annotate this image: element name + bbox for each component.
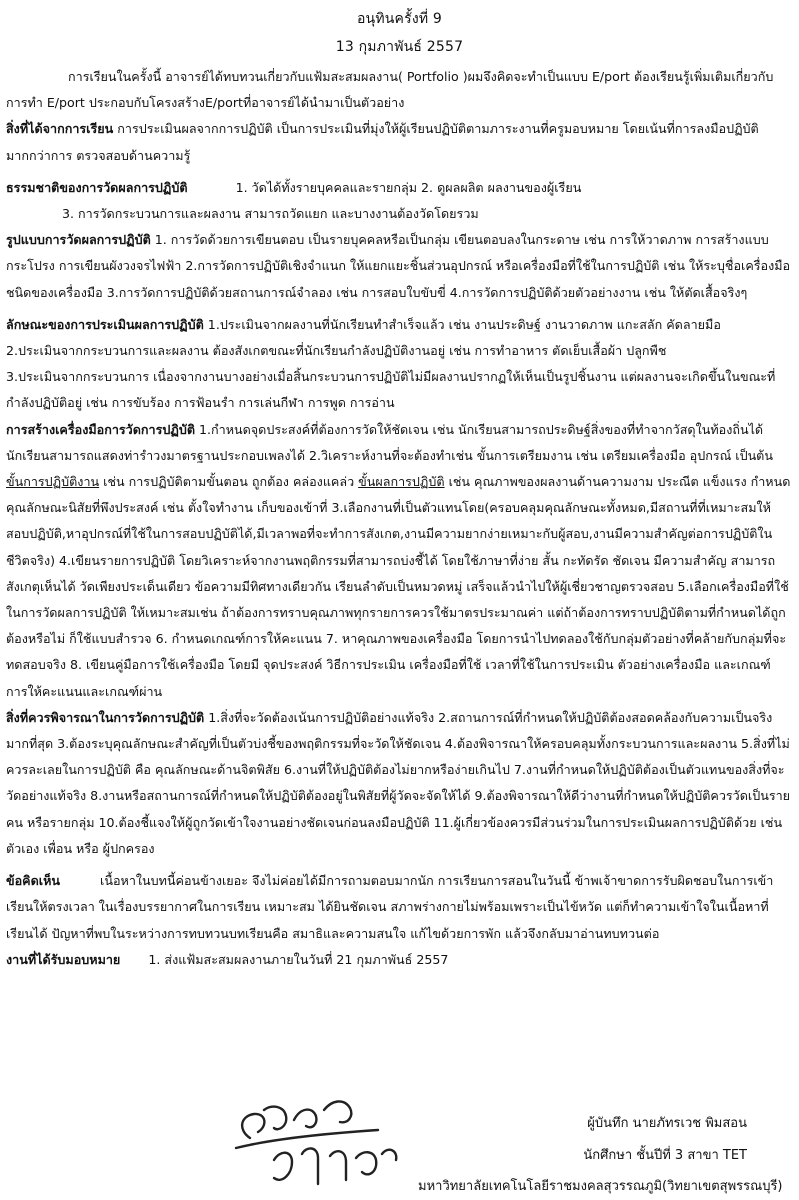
signer-name: ผู้บันทึก นายภัทรเวช พิมสอน: [587, 1116, 747, 1131]
entry-date: 13 กุมภาพันธ์ 2557: [335, 39, 464, 55]
intro-text: ที่อาจารย์ได้นำมาเป็นตัวอย่าง: [242, 95, 405, 111]
opinion-heading: ข้อคิดเห็น: [6, 873, 60, 889]
format-heading: รูปแบบการวัดผลการปฏิบัติ: [6, 232, 151, 248]
intro-text: การเรียนในครั้งนี้ อาจารย์ได้ทบทวนเกี่ยวกับแฟ้มสะสมผลงาน(: [68, 69, 407, 84]
intro-text: )ผมจึงคิดจะทำเป็นแบบ: [458, 69, 592, 84]
handwritten-signature: [228, 1080, 408, 1195]
build-text: เช่น การปฏิบัติตามขั้นตอน ถูกต้อง คล่องแคล่ว: [99, 474, 359, 490]
build-text: เช่น คุณภาพของผลงานด้านความงาม ประณีต แข็งแรง กำหนดคุณลักษณะนิสัยที่พึงประสงค์ เช่น ตั้งใจทำงาน เก็บของเข้าที่ 3.เลือกงานที่เป็นตัวแทนโดย(ครอบคลุมคุณลักษณะทั้งหมด,มีสถานที่ที่เหมาะสมให้สอบปฏิบัติ,หาอุปกรณ์ที่ใช้ในการสอบปฏิบัติได้,มีเวลาพอที่จะทำการสังเกต,งานมีความยากง่ายเหมาะกับผู้สอบ,งานมีความสำคัญต่อการปฏิบัติในชีวิตจริง) 4.เขียนรายการปฏิบัติ โดยวิเคราะห์จากงานพฤติกรรมที่สามารถบ่งชี้ได้ โดยใช้ภาษาที่ง่าย สั้น กะทัดรัด ชัดเจน มีความสำคัญ สามารถสังเกตุเห็นได้ วัดเพียงประเด็นเดียว ข้อความมีทิศทางเดียวกัน เรียนลำดับเป็นหมวดหมู่ เสร็จแล้วนำไปให้ผู้เชี่ยวชาญตรวจสอบ 5.เลือกเครื่องมือที่ใช้ในการวัดผลการปฏิบัติ ให้เหมาะสมเช่น ถ้าต้องการทราบคุณภาพทุกรายการควรใช้มาตรประมาณค่า แต่ถ้าต้องการทราบปฏิบัติตามที่กำหนดได้ถูกต้องหรือไม่ ก็ใช้แบบสำรวจ 6. กำหนดเกณฑ์การให้คะแนน 7. หาคุณภาพของเครื่องมือ โดยการนำไปทดลองใช้กับกลุ่มตัวอย่างที่คล้ายกับกลุ่มที่จะทดสอบจริง 8. เขียนคู่มือการใช้เครื่องมือ โดยมี จุดประสงค์ วิธีการประเมิน เครื่องมือที่ใช้ เวลาที่ใช้ในการประเมิน ตัวอย่างเครื่องมือ และเกณฑ์การให้คะแนนและเกณฑ์ผ่าน: [6, 474, 791, 699]
traits-text-2: 2.ประเมินจากกระบวนการและผลงาน ต้องสังเกตขณะที่นักเรียนกำลังปฏิบัติงานอยู่ เช่น การทำอาหาร ตัดเย็บเสื้อผ้า ปลูกพืช: [6, 343, 667, 359]
build-paragraph: [6, 417, 792, 705]
signer-university: มหาวิทยาลัยเทคโนโลยีราชมงคลสุวรรณภูมิ(วิทยาเขตสุพรรณบุรี): [418, 1179, 783, 1194]
nature-text: 1. วัดได้ทั้งรายบุคคลและรายกลุ่ม 2. ดูผลผลิต ผลงานของผู้เรียน: [235, 179, 582, 195]
assignment-text: 1. ส่งแฟ้มสะสมผลงานภายในวันที่ 21 กุมภาพันธ์ 2557: [148, 951, 449, 967]
nature-text-2: 3. การวัดกระบวนการและผลงาน สามารถวัดแยก และบางงานต้องวัดโดยรวม: [62, 206, 479, 222]
page-title: อนุทินครั้งที่ 9: [356, 11, 443, 27]
intro-text: ต้องเรียนรู้เพิ่มเติมเกี่ยวกับการทำ: [6, 69, 774, 111]
traits-text-3: 3.ประเมินจากกระบวนการ เนื่องจากงานบางอย่างเมื่อสิ้นกระบวนการปฏิบัติไม่มีผลงานปรากฏให้เห็นเป็นรูปชิ้นงาน แต่ผลงานจะเกิดขึ้นในขณะที่กำลังปฏิบัติอยู่ เช่น การขับร้อง การฟ้อนรำ การเล่นกีฬา การพูด การอ่าน: [6, 369, 776, 411]
assignment-heading: งานที่ได้รับมอบหมาย: [6, 951, 121, 967]
opinion-text: เนื้อหาในบทนี้ค่อนข้างเยอะ จึงไม่ค่อยได้มีการถามตอบมากนัก การเรียนการสอนในวันนี้ ข้าพเจ้าขาดการรับผิดชอบในการเข้าเรียนให้ตรงเวลา ในเรื่องบรรยากาศในการเรียน เหมาะสม ได้ยินชัดเจน สภาพร่างกายไม่พร้อมเพราะเป็นไข้หวัด แต่ก็ทำความเข้าใจในเนื้อหาที่เรียนได้ ปัญหาที่พบในระหว่างการทบทวนบทเรียนคือ สมาธิและความสนใจ แก้ไขด้วยการพัก แล้วจึงกลับมาอ่านทบทวนต่อ: [6, 873, 774, 941]
build-underlined-stage: ขั้นการปฏิบัติงาน: [6, 474, 100, 490]
consider-heading: สิ่งที่ควรพิจารณาในการวัดการปฏิบัติ: [6, 709, 205, 725]
nature-heading: ธรรมชาติของการวัดผลการปฏิบัติ: [6, 179, 188, 195]
intro-eport: E/port: [591, 69, 630, 84]
build-heading: การสร้างเครื่องมือการวัดการปฏิบัติ: [6, 421, 195, 437]
assignment-paragraph: [6, 947, 792, 973]
intro-portfolio: Portfolio: [406, 69, 459, 84]
nature-paragraph: [6, 175, 792, 201]
intro-eport: E/port: [204, 95, 243, 111]
intro-text: ประกอบกับโครงสร้าง: [84, 95, 205, 111]
signer-program: นักศึกษา ชั้นปีที่ 3 สาขา TET: [583, 1148, 747, 1163]
consider-text: 1.สิ่งที่จะวัดต้องเน้นการปฏิบัติอย่างแท้จริง 2.สถานการณ์ที่กำหนดให้ปฏิบัติต้องสอดคล้องกับความเป็นจริงมากที่สุด 3.ต้องระบุคุณลักษณะสำคัญที่เป็นตัวบ่งชี้ของพฤติกรรมที่จะวัดให้ชัดเจน 4.ต้องพิจารณาให้ครอบคลุมทั้งกระบวนการและผลงาน 5.สิ่งที่ไม่ควรละเลยในการปฏิบัติ คือ คุณลักษณะด้านจิตพิสัย 6.งานที่ให้ปฏิบัติต้องไม่ยากหรือง่ายเกินไป 7.งานที่กำหนดให้ปฏิบัติต้องเป็นตัวแทนของสิ่งที่จะวัดอย่างแท้จริง 8.งานหรือสถานการณ์ที่กำหนดให้ปฏิบัติต้องอยู่ในพิสัยที่ผู้วัดจะจัดให้ได้ 9.ต้องพิจารณาให้ดีว่างานที่กำหนดให้ปฏิบัติควรวัดเป็นรายคน หรือรายกลุ่ม 10.ต้องชี้แจงให้ผู้ถูกวัดเข้าใจงานอย่างชัดเจนก่อนลงมือปฏิบัติ 11.ผู้เกี่ยวข้องควรมีส่วนร่วมในการประเมินผลการปฏิบัติด้วย เช่น ตัวเอง เพื่อน หรือ ผู้ปกครอง: [6, 709, 791, 856]
build-underlined-stage: ขั้นผลการปฏิบัติ: [358, 474, 445, 490]
consider-paragraph: [6, 705, 792, 862]
intro-eport: E/port: [46, 95, 85, 111]
traits-paragraph: [6, 312, 792, 338]
traits-text-1: 1.ประเมินจากผลงานที่นักเรียนทำสำเร็จแล้ว เช่น งานประดิษฐ์ งานวาดภาพ แกะสลัก คัดลายมือ: [203, 316, 721, 332]
opinion-paragraph: [6, 868, 792, 947]
learned-text: การประเมินผลจากการปฏิบัติ เป็นการประเมินที่มุ่งให้ผู้เรียนปฏิบัติตามภาระงานที่ครูมอบหมาย โดยเน้นที่การลงมือปฏิบัติ มากกว่าการ ตรวจสอบด้านความรู้: [6, 121, 759, 163]
learned-heading: สิ่งที่ได้จากการเรียน: [6, 121, 114, 137]
journal-body: [6, 64, 792, 973]
intro-paragraph: [6, 64, 792, 116]
format-text: 1. การวัดด้วยการเขียนตอบ เป็นรายบุคคลหรือเป็นกลุ่ม เขียนตอบลงในกระดาษ เช่น การให้วาดภาพ การสร้างแบบกระโปรง การเขียนผังวงจรไฟฟ้า 2.การวัดการปฏิบัติเชิงจำแนก ให้แยกแยะชิ้นส่วนอุปกรณ์ หรือเครื่องมือที่ใช้ในการปฏิบัติ เช่น ให้ระบุชื่อเครื่องมือ ชนิดของเครื่องมือ 3.การวัดการปฏิบัติด้วยสถานการณ์จำลอง เช่น การสอบใบขับขี่ 4.การวัดการปฏิบัติด้วยตัวอย่างงาน เช่น ให้ตัดเสื้อจริงๆ: [6, 232, 791, 300]
format-paragraph: [6, 227, 792, 306]
build-text: 1.กำหนดจุดประสงค์ที่ต้องการวัดให้ชัดเจน เช่น นักเรียนสามารถประดิษฐ์สิ่งของที่ทำจากวัสดุในท้องถิ่นได้ นักเรียนสามารถแสดงท่ารำวงมาตรฐานประกอบเพลงได้ 2.วิเคราะห์งานที่จะต้องทำเช่น ขั้นการเตรียมงาน เช่น เตรียมเครื่องมือ อุปกรณ์ เป็นต้น: [6, 421, 773, 463]
learned-paragraph: [6, 116, 792, 168]
traits-heading: ลักษณะของการประเมินผลการปฏิบัติ: [6, 316, 204, 332]
